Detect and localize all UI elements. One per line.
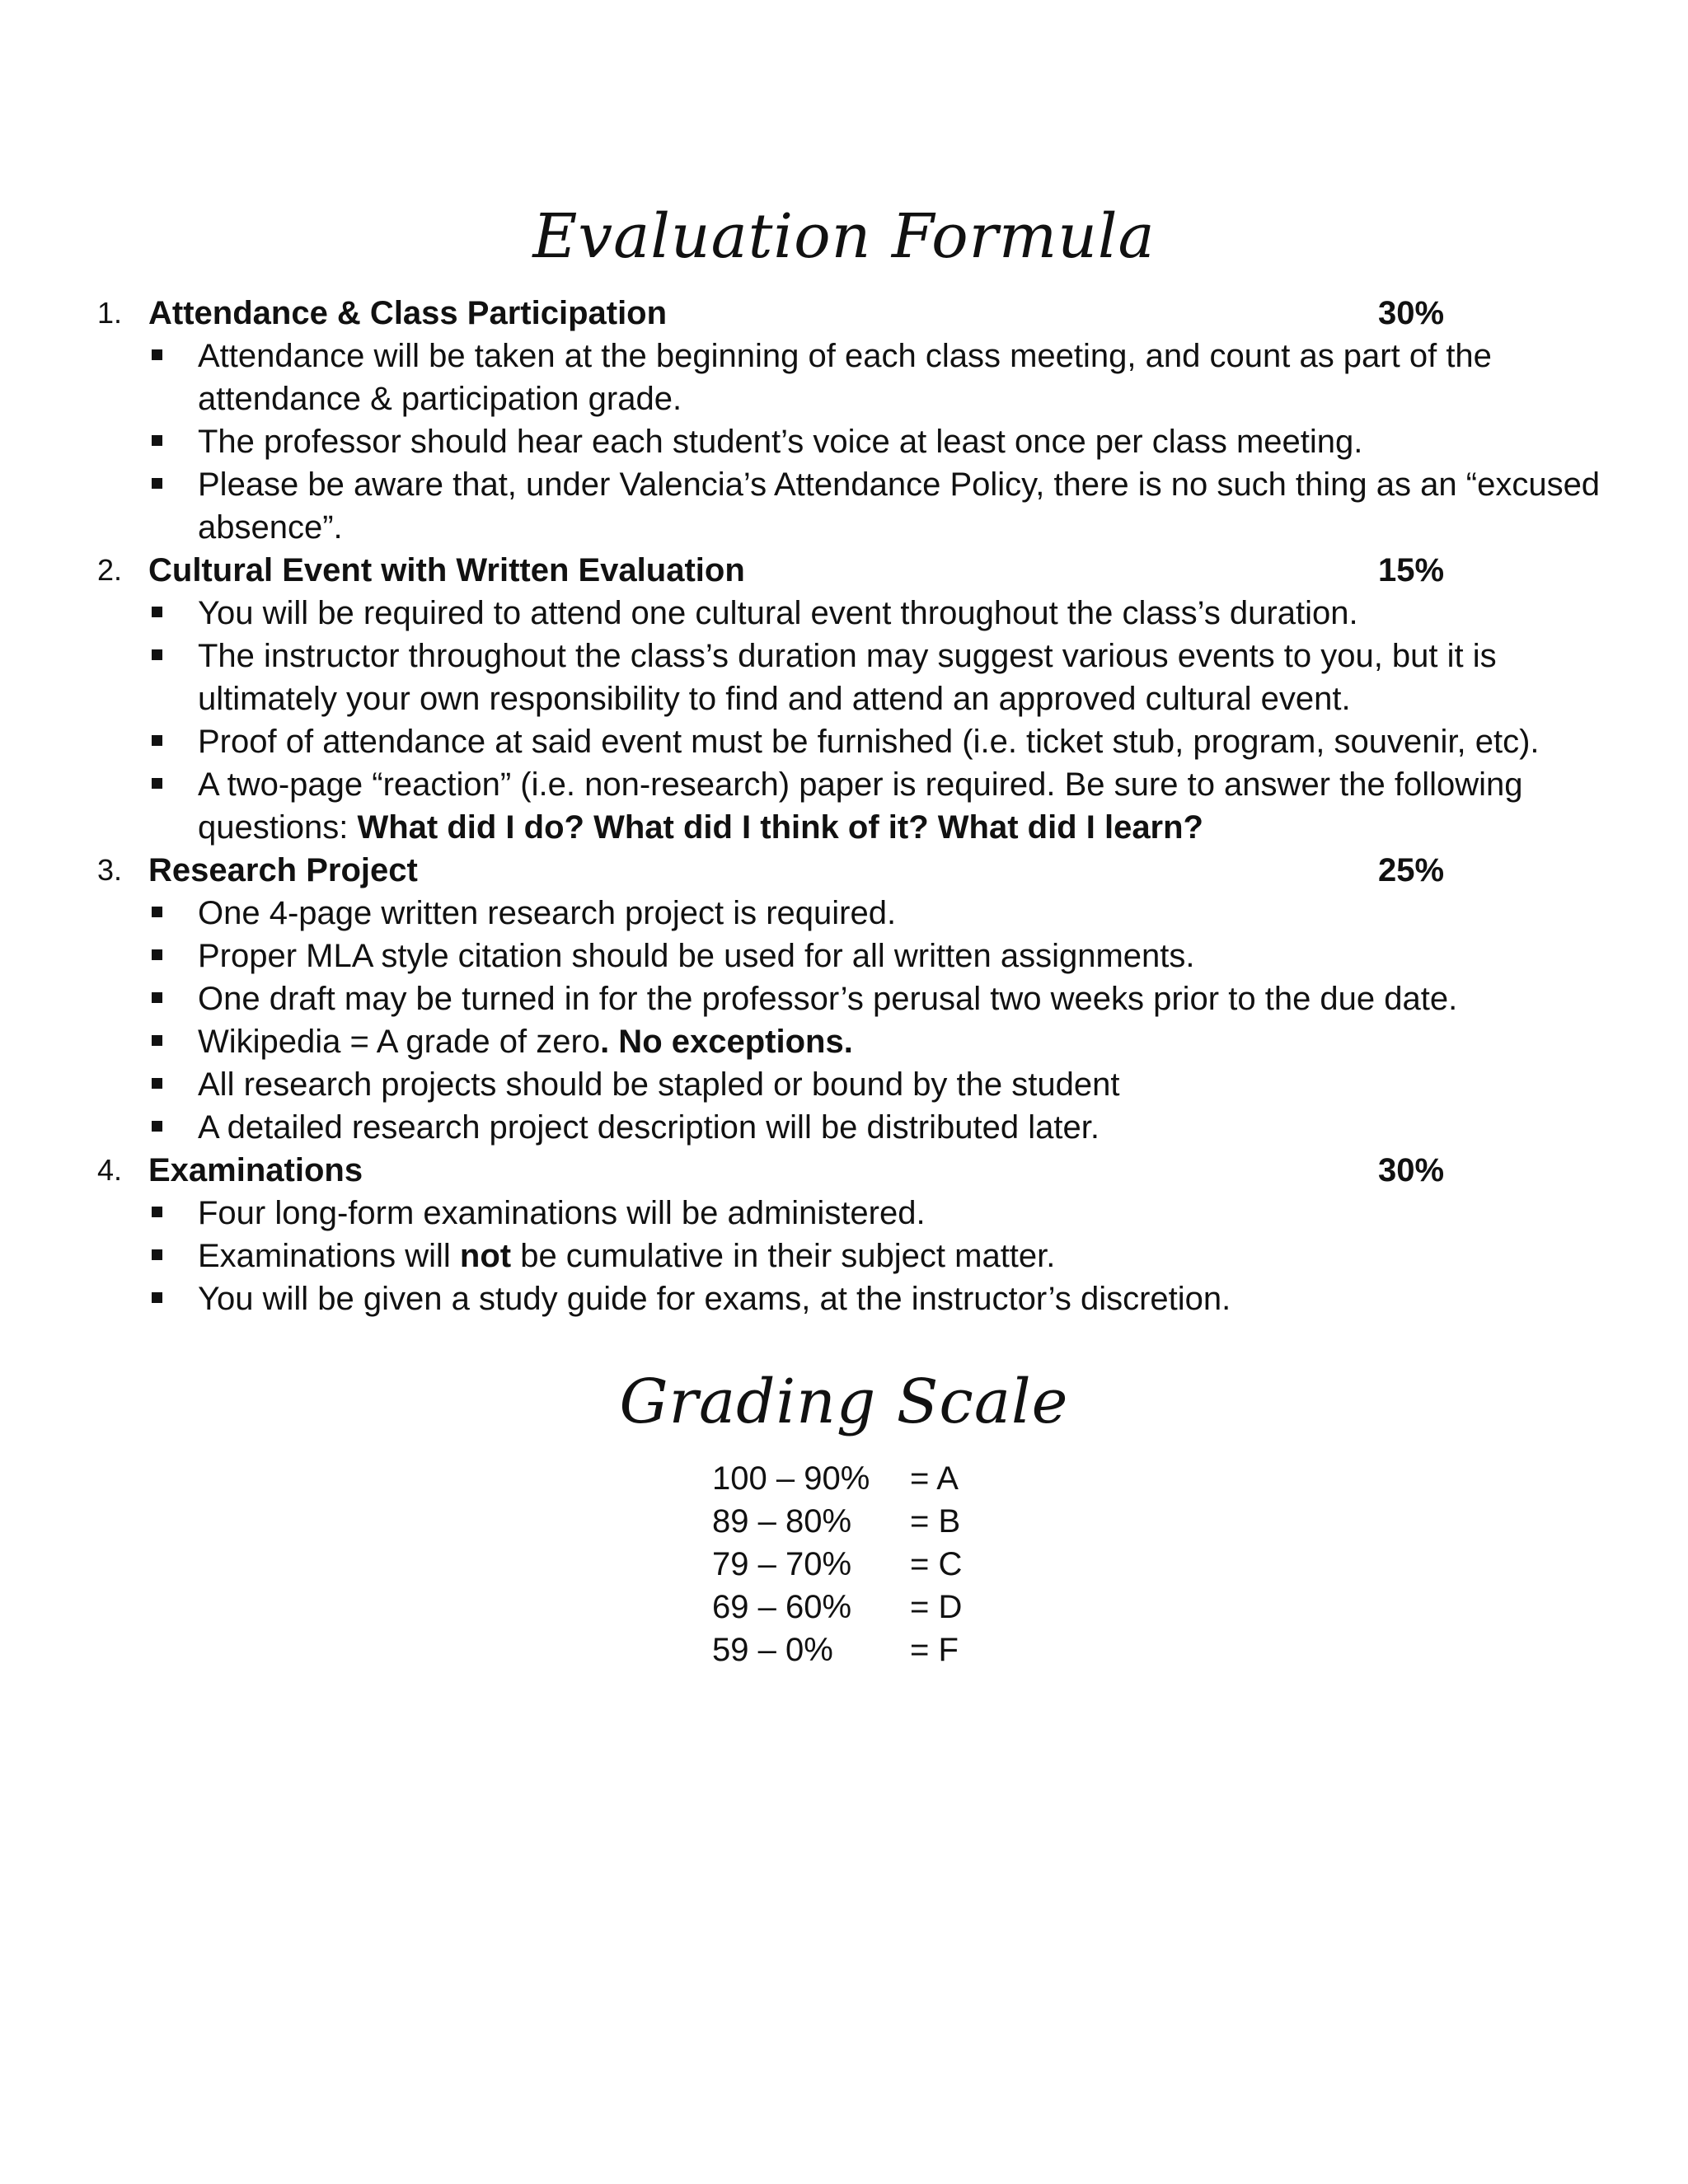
- bullet-item: [91, 420, 1640, 463]
- evaluation-section: [91, 1149, 1574, 1320]
- square-bullet-icon: [152, 907, 162, 917]
- bullet-text: All research projects should be stapled or bound by the student: [198, 1066, 1120, 1103]
- section-title: Attendance & Class Participation: [148, 295, 668, 331]
- bullet-text-bold: not: [459, 1238, 512, 1274]
- square-bullet-icon: [152, 1249, 162, 1260]
- bullet-text: You will be given a study guide for exams, at the instructor’s discretion.: [198, 1281, 1231, 1317]
- grade-range: 79 – 70%: [712, 1546, 852, 1582]
- bullet-item: [91, 720, 1640, 763]
- bullet-text: Proper MLA style citation should be used for all written assignments.: [198, 938, 1195, 974]
- square-bullet-icon: [152, 478, 162, 489]
- bullet-text: Proof of attendance at said event must be furnished (i.e. ticket stub, program, souvenir, etc).: [198, 724, 1540, 760]
- grade-range: 69 – 60%: [712, 1589, 852, 1625]
- section-number: 2.: [97, 553, 123, 587]
- bullet-text: One draft may be turned in for the professor’s perusal two weeks prior to the due date.: [198, 981, 1458, 1017]
- bullet-text: One 4-page written research project is required.: [198, 895, 897, 931]
- bullet-text: Four long-form examinations will be administered.: [198, 1195, 926, 1231]
- bullet-item: [91, 1106, 1640, 1149]
- bullet-item: [91, 335, 1640, 420]
- square-bullet-icon: [152, 949, 162, 960]
- bullet-text: You will be required to attend one cultural event throughout the class’s duration.: [198, 595, 1358, 631]
- grading-scale-row: [712, 1500, 1042, 1543]
- section-header: [91, 849, 1574, 892]
- bullet-text: Examinations will: [198, 1238, 460, 1274]
- section-bullet-list: [91, 592, 1574, 849]
- square-bullet-icon: [152, 1035, 162, 1046]
- grade-range: 100 – 90%: [712, 1460, 870, 1497]
- bullet-text-bold: . No exceptions.: [600, 1024, 853, 1060]
- grade-range: 89 – 80%: [712, 1503, 852, 1540]
- section-percent: 30%: [1378, 295, 1445, 331]
- grading-scale-row: [712, 1543, 1042, 1586]
- bullet-text: The professor should hear each student’s voice at least once per class meeting.: [198, 424, 1363, 460]
- section-percent: 30%: [1378, 1152, 1445, 1188]
- section-header: [91, 549, 1574, 592]
- section-number: 3.: [97, 853, 123, 887]
- section-title: Cultural Event with Written Evaluation: [148, 552, 745, 588]
- section-percent: 15%: [1378, 552, 1445, 588]
- bullet-item: [91, 763, 1640, 849]
- bullet-text: be cumulative in their subject matter.: [511, 1238, 1056, 1274]
- square-bullet-icon: [152, 778, 162, 789]
- square-bullet-icon: [152, 735, 162, 746]
- section-header: [91, 292, 1574, 335]
- section-number: 4.: [97, 1153, 123, 1187]
- square-bullet-icon: [152, 607, 162, 617]
- bullet-item: [91, 463, 1640, 549]
- section-header: [91, 1149, 1574, 1192]
- evaluation-section: [91, 549, 1574, 849]
- square-bullet-icon: [152, 1121, 162, 1132]
- section-bullet-list: [91, 335, 1601, 549]
- letter-grade: = D: [910, 1589, 963, 1625]
- bullet-text: The instructor throughout the class’s duration may suggest various events to you, but it is ultimately your own responsibility to find and attend an approved cultural event.: [198, 638, 1497, 717]
- bullet-text: Wikipedia = A grade of zero: [198, 1024, 601, 1060]
- letter-grade: = A: [910, 1460, 959, 1497]
- section-title: Research Project: [148, 852, 418, 888]
- section-bullet-list: [91, 1192, 1574, 1320]
- section-number: 1.: [97, 296, 123, 330]
- bullet-text: Please be aware that, under Valencia’s Attendance Policy, there is no such thing as an “excused absence”.: [198, 466, 1601, 546]
- grading-scale-row: [712, 1629, 1042, 1671]
- bullet-item: [91, 977, 1640, 1020]
- grade-range: 59 – 0%: [712, 1632, 833, 1668]
- letter-grade: = B: [910, 1503, 961, 1540]
- bullet-text-bold: What did I do? What did I think of it? What did I learn?: [357, 809, 1203, 846]
- bullet-text: A detailed research project description will be distributed later.: [198, 1109, 1100, 1146]
- square-bullet-icon: [152, 649, 162, 660]
- evaluation-section: [91, 849, 1574, 1149]
- grading-scale-title: Grading Scale: [619, 1366, 1069, 1437]
- bullet-item: [91, 635, 1640, 720]
- evaluation-section: [91, 292, 1601, 549]
- section-percent: 25%: [1378, 852, 1445, 888]
- square-bullet-icon: [152, 1207, 162, 1217]
- bullet-item: [91, 1020, 1640, 1063]
- grading-scale-table: [712, 1457, 1042, 1671]
- section-title: Examinations: [148, 1152, 363, 1188]
- section-bullet-list: [91, 892, 1574, 1149]
- grading-scale-row: [712, 1457, 1042, 1500]
- bullet-item: [91, 592, 1640, 635]
- bullet-item: [91, 935, 1640, 977]
- bullet-item: [91, 1192, 1640, 1235]
- square-bullet-icon: [152, 435, 162, 446]
- bullet-text: Attendance will be taken at the beginning of each class meeting, and count as part of the attendance & participation grade.: [198, 338, 1492, 417]
- bullet-item: [91, 1277, 1640, 1320]
- grading-scale-row: [712, 1586, 1042, 1629]
- bullet-item: [91, 1235, 1640, 1277]
- evaluation-formula-list: [91, 292, 1601, 1320]
- evaluation-formula-title: Evaluation Formula: [532, 201, 1156, 272]
- letter-grade: = F: [910, 1632, 959, 1668]
- bullet-item: [91, 892, 1640, 935]
- square-bullet-icon: [152, 349, 162, 360]
- bullet-text: A two-page “reaction” (i.e. non-research) paper is required. Be sure to answer the following questions:: [198, 766, 1523, 846]
- square-bullet-icon: [152, 992, 162, 1003]
- square-bullet-icon: [152, 1078, 162, 1089]
- square-bullet-icon: [152, 1292, 162, 1303]
- bullet-item: [91, 1063, 1640, 1106]
- letter-grade: = C: [910, 1546, 963, 1582]
